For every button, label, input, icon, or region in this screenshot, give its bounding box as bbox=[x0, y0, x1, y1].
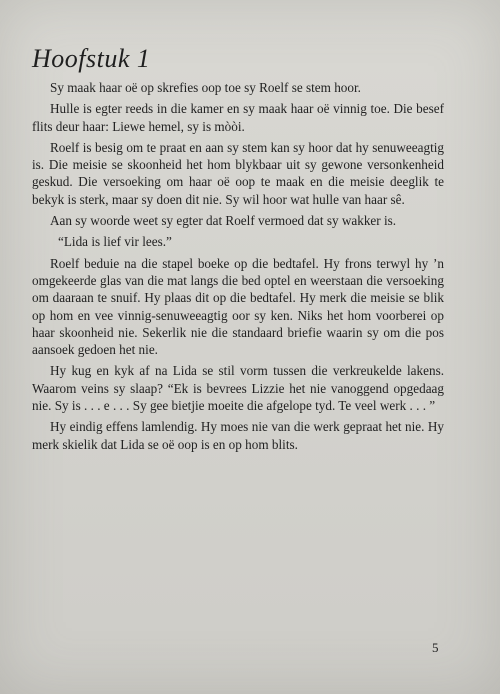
paragraph-2: Hulle is egter reeds in die kamer en sy maak haar oë vinnig toe. Die besef flits deur haar: Liewe hemel, sy is mòòi. bbox=[32, 101, 444, 134]
paragraph-3: Roelf is besig om te praat en aan sy stem kan sy hoor dat hy senuweeagtig is. Die meisie se skoonheid het hom blykbaar uit sy gewone versonkenheid geskud. Die versoeking om haar oë oop te maak en die meisie deeglik te bekyk is sterk, maar sy doen dit nie. Sy wil hoor wat hulle van haar sê. bbox=[32, 139, 444, 207]
paragraph-8: Hy eindig effens lamlendig. Hy moes nie van die werk gepraat het nie. Hy merk skielik dat Lida se oë oop is en op hom blits. bbox=[32, 419, 444, 452]
chapter-body bbox=[32, 79, 444, 457]
paragraph-4: Aan sy woorde weet sy egter dat Roelf vermoed dat sy wakker is. bbox=[50, 213, 397, 229]
paragraph-1: Sy maak haar oë op skrefies oop toe sy Roelf se stem hoor. bbox=[50, 80, 361, 95]
paragraph-7: Hy kug en kyk af na Lida se stil vorm tussen die verkreukelde lakens. Waarom veins sy slaap? “Ek is bevrees Lizzie het nie vanoggend opgedaag nie. Sy is . . . e . . . Sy gee bietjie moeite die afgelope tyd. Te veel werk . . . ” bbox=[32, 363, 444, 414]
page-number: 5 bbox=[432, 640, 439, 655]
chapter-title: Hoofstuk 1 bbox=[32, 44, 151, 73]
paragraph-6: Roelf beduie na die stapel boeke op die bedtafel. Hy frons terwyl hy ’n omgekeerde glas van die mat langs die bed optel en weerstaan die versoeking om daaraan te snuif. Hy plaas dit op die bedtafel. Hy merk die meisie se blik op hom en vee vinnig-senuweeagtig oor sy ken. Niks het hom voorberei op haar skoonheid nie. Sekerlik nie die standaard briefie waarin sy om die pos aansoek gedoen het nie. bbox=[32, 255, 444, 358]
paragraph-5: “Lida is lief vir lees.” bbox=[58, 234, 172, 250]
